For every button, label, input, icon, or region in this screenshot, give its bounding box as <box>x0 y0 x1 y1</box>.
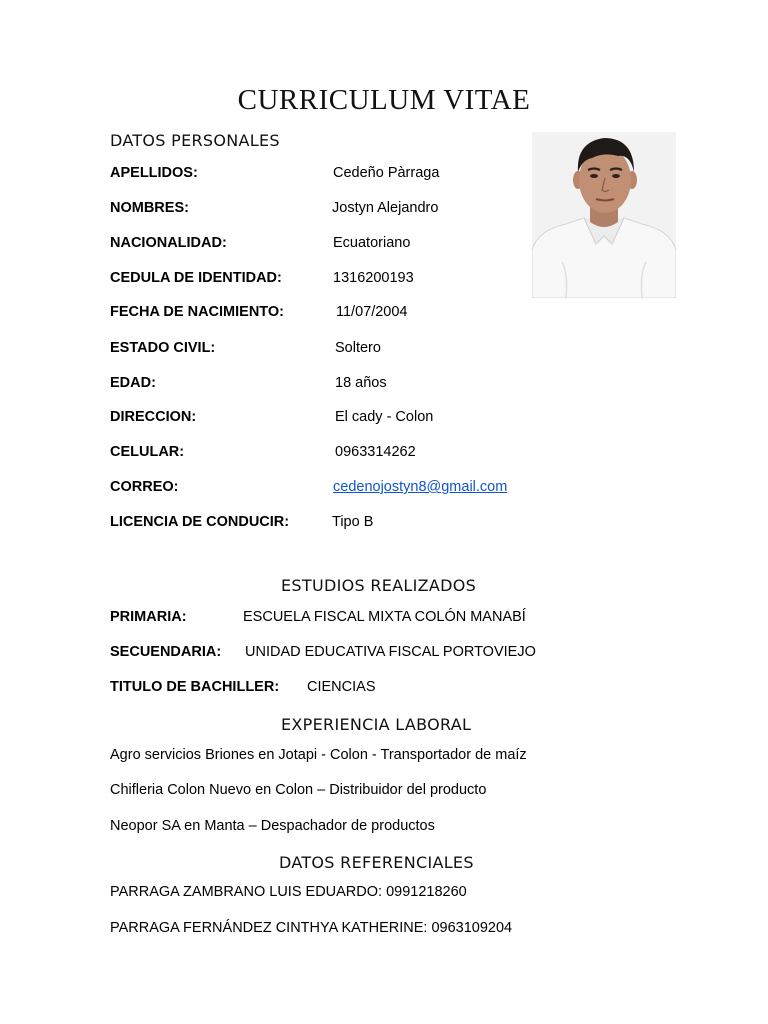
field-value-licencia: Tipo B <box>332 514 374 530</box>
profile-photo <box>532 132 676 298</box>
field-label-estado-civil: ESTADO CIVIL: <box>110 340 216 356</box>
field-value-fecha-nacimiento: 11/07/2004 <box>336 304 408 320</box>
study-label-secundaria: SECUENDARIA: <box>110 644 222 660</box>
reference-item: PARRAGA ZAMBRANO LUIS EDUARDO: 0991218260 <box>110 884 467 900</box>
field-label-apellidos: APELLIDOS: <box>110 165 198 181</box>
field-value-cedula: 1316200193 <box>333 270 414 286</box>
experience-item: Chifleria Colon Nuevo en Colon – Distribuidor del producto <box>110 782 487 798</box>
field-label-correo: CORREO: <box>110 479 179 495</box>
experience-item: Agro servicios Briones en Jotapi - Colon - Transportador de maíz <box>110 747 527 763</box>
field-label-direccion: DIRECCION: <box>110 409 197 425</box>
document-title: CURRICULUM VITAE <box>237 84 531 116</box>
field-label-edad: EDAD: <box>110 375 156 391</box>
section-heading-personal: DATOS PERSONALES <box>110 131 280 150</box>
field-label-celular: CELULAR: <box>110 444 185 460</box>
field-value-celular: 0963314262 <box>335 444 416 460</box>
field-value-nacionalidad: Ecuatoriano <box>333 235 411 251</box>
field-value-estado-civil: Soltero <box>335 340 381 356</box>
field-value-apellidos: Cedeño Pàrraga <box>333 165 440 181</box>
experience-item: Neopor SA en Manta – Despachador de productos <box>110 818 435 834</box>
study-value-bachiller: CIENCIAS <box>307 679 376 695</box>
email-link[interactable]: cedenojostyn8@gmail.com <box>333 479 508 495</box>
field-label-licencia: LICENCIA DE CONDUCIR: <box>110 514 290 530</box>
study-label-primaria: PRIMARIA: <box>110 609 187 625</box>
field-value-direccion: El cady - Colon <box>335 409 434 425</box>
field-label-fecha-nacimiento: FECHA DE NACIMIENTO: <box>110 304 284 320</box>
field-value-nombres: Jostyn Alejandro <box>332 200 439 216</box>
study-label-bachiller: TITULO DE BACHILLER: <box>110 679 280 695</box>
section-heading-experience: EXPERIENCIA LABORAL <box>281 715 472 734</box>
study-value-secundaria: UNIDAD EDUCATIVA FISCAL PORTOVIEJO <box>245 644 536 660</box>
field-label-cedula: CEDULA DE IDENTIDAD: <box>110 270 282 286</box>
field-label-nombres: NOMBRES: <box>110 200 189 216</box>
study-value-primaria: ESCUELA FISCAL MIXTA COLÓN MANABÍ <box>243 609 526 625</box>
reference-item: PARRAGA FERNÁNDEZ CINTHYA KATHERINE: 0963109204 <box>110 920 513 936</box>
section-heading-references: DATOS REFERENCIALES <box>279 853 474 872</box>
field-value-edad: 18 años <box>335 375 387 391</box>
section-heading-studies: ESTUDIOS REALIZADOS <box>281 576 477 595</box>
field-label-nacionalidad: NACIONALIDAD: <box>110 235 227 251</box>
